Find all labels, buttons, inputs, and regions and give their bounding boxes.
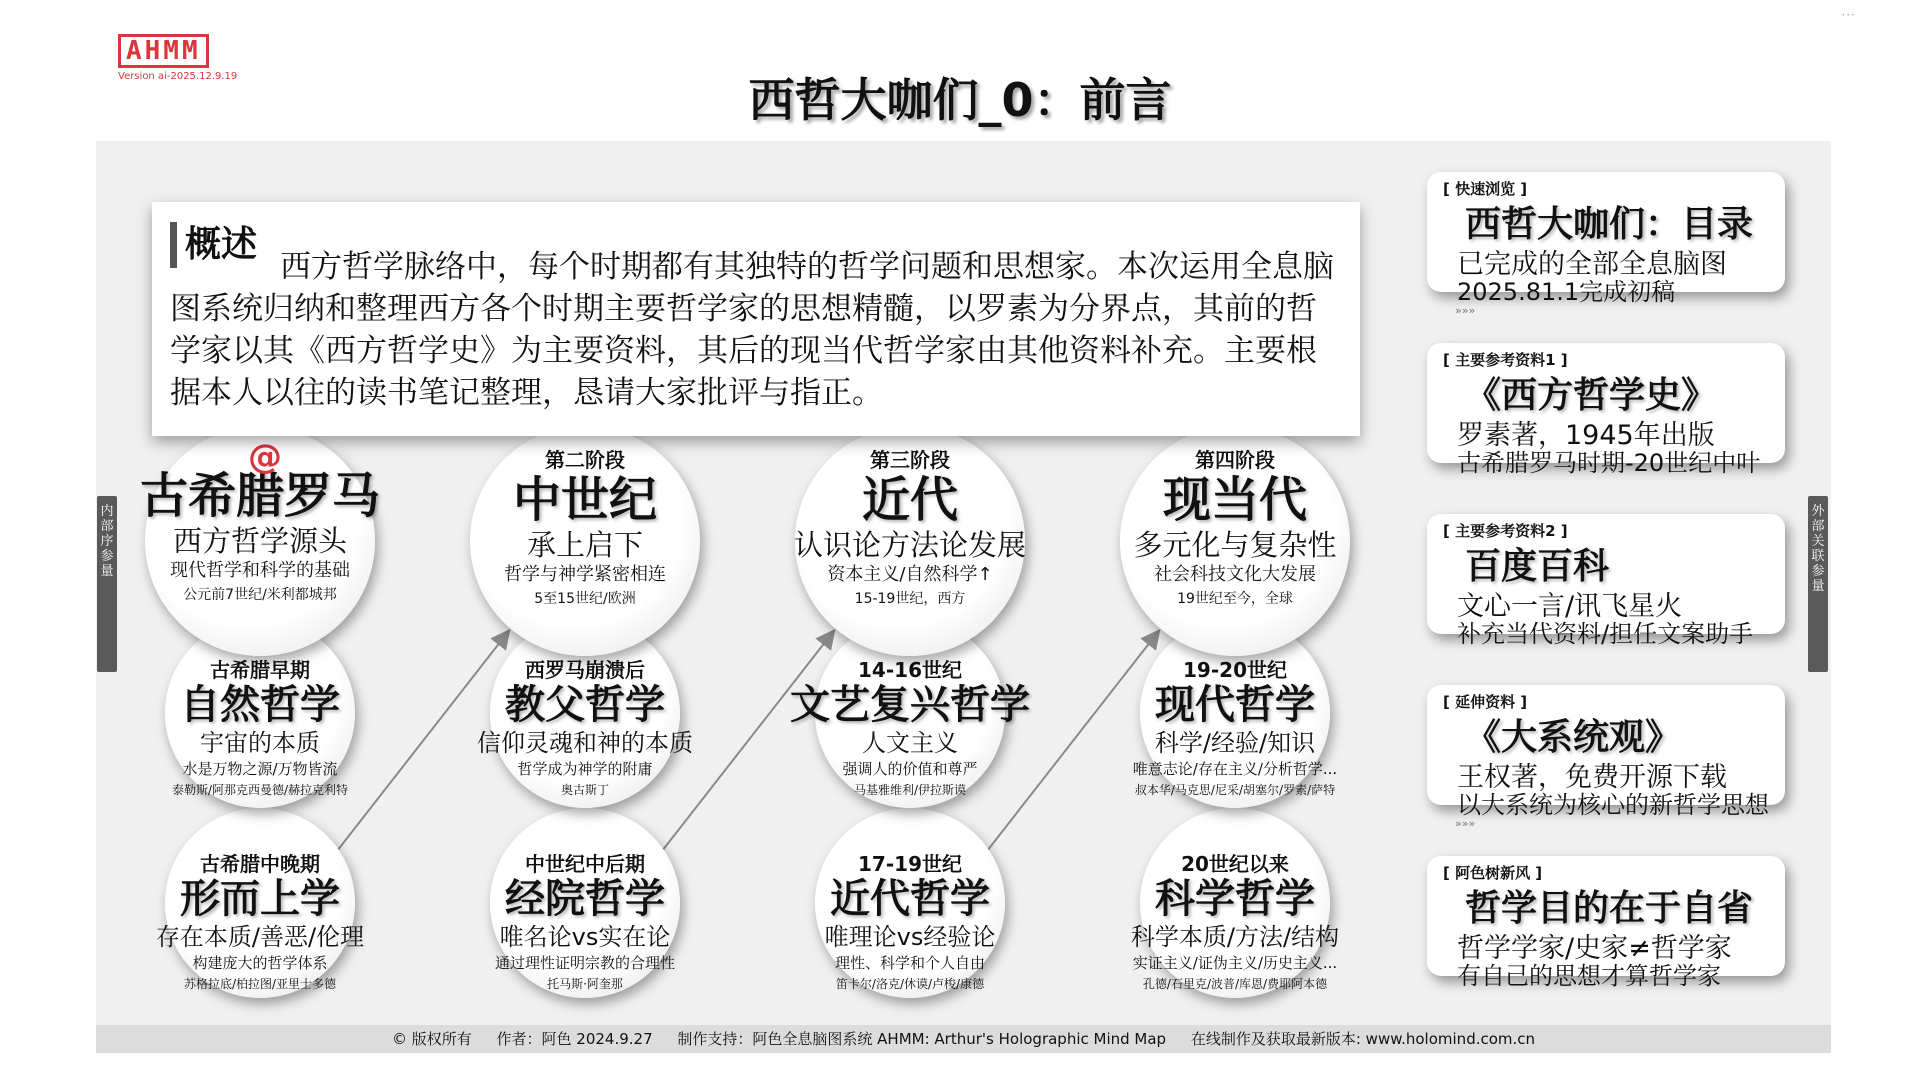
side-tab-internal-label: 内部序参量: [100, 504, 114, 579]
node-description: 实证主义/证伪主义/历史主义...: [1132, 954, 1338, 972]
node-meta: 奥古斯丁: [560, 783, 609, 797]
node-early-modern[interactable]: [795, 426, 1025, 656]
node-meta: 托马斯·阿奎那: [547, 977, 623, 991]
node-modern-contemporary[interactable]: [1120, 426, 1350, 656]
node-meta: 孔德/石里克/波普/库恩/费耶阿本德: [1142, 977, 1328, 991]
card-title: 哲学目的在于自省: [1465, 888, 1754, 929]
card-category: [ 主要参考资料2 ]: [1443, 522, 1568, 540]
node-title: 形而上学: [180, 876, 340, 922]
version-label: Version ai-2025.12.9.19: [118, 71, 238, 82]
card-new-wind[interactable]: [1427, 856, 1785, 990]
card-title: 《西方哲学史》: [1465, 375, 1718, 416]
overview-text: 西方哲学脉络中，每个时期都有其独特的哲学问题和思想家。本次运用全息脑图系统归纳和整理西方各个时期主要哲学家的思想精髓，以罗素为分界点，其前的哲学家以其《西方哲学史》为主要资料，其后的现当代哲学家由其他资料补充。主要根据本人以往的读书笔记整理，恳请大家批评与指正。: [170, 249, 1334, 411]
node-title: 近代: [861, 472, 958, 528]
at-icon[interactable]: @: [248, 437, 282, 477]
node-philosophy-of-science[interactable]: [1130, 808, 1340, 998]
node-stage: 17-19世纪: [858, 852, 962, 876]
page-title: 西哲大咖们_0：前言: [748, 73, 1172, 127]
node-description: 构建庞大的哲学体系: [192, 954, 328, 972]
node-description: 资本主义/自然科学↑: [827, 564, 993, 585]
node-stage: 中世纪中后期: [525, 852, 645, 876]
node-subtitle: 西方哲学源头: [172, 524, 347, 558]
node-scholasticism[interactable]: [490, 808, 680, 998]
card-line2: 补充当代资料/担任文案助手: [1457, 620, 1754, 648]
node-title: 经院哲学: [505, 876, 665, 922]
node-stage: 第四阶段: [1195, 448, 1275, 472]
card-line1: 已完成的全部全息脑图: [1457, 249, 1727, 280]
node-description: 现代哲学和科学的基础: [170, 560, 350, 581]
node-title: 文艺复兴哲学: [790, 682, 1030, 728]
card-title: 西哲大咖们：目录: [1465, 204, 1754, 245]
node-stage: 古希腊中晚期: [200, 852, 320, 876]
card-line2: 古希腊罗马时期-20世纪中叶: [1457, 449, 1761, 477]
footer-support: 制作支持：阿色全息脑图系统 AHMM: Arthur's Holographic Mind Map: [677, 1030, 1167, 1048]
side-tab-external-label: 外部关联参量: [1811, 504, 1825, 594]
node-stage: 西罗马崩溃后: [525, 658, 645, 682]
node-meta: 15-19世纪，西方: [854, 591, 966, 607]
node-meta: 泰勒斯/阿那克西曼德/赫拉克利特: [171, 783, 349, 797]
node-subtitle: 人文主义: [862, 729, 958, 757]
card-title: 《大系统观》: [1465, 717, 1682, 758]
node-subtitle: 认识论方法论发展: [793, 528, 1026, 562]
logo-mark: AHMM: [118, 34, 209, 68]
node-meta: 苏格拉底/柏拉图/亚里士多德: [183, 977, 337, 991]
node-meta: 马基雅维利/伊拉斯谟: [853, 783, 967, 797]
node-stage: 19-20世纪: [1183, 658, 1287, 682]
node-meta: 19世纪至今，全球: [1177, 591, 1293, 607]
card-line2: 有自己的思想才算哲学家: [1457, 962, 1721, 990]
card-line1: 哲学学家/史家≠哲学家: [1457, 933, 1732, 964]
node-description: 水是万物之源/万物皆流: [182, 760, 338, 778]
footer-copyright: © 版权所有: [391, 1030, 472, 1048]
node-subtitle: 信仰灵魂和神的本质: [477, 729, 693, 757]
node-description: 理性、科学和个人自由: [834, 954, 985, 972]
node-middle-ages[interactable]: [470, 426, 700, 656]
node-modern-philosophy[interactable]: [815, 808, 1005, 998]
card-line2: 2025.81.1完成初稿: [1457, 278, 1676, 306]
node-meta: 公元前7世纪/米利都城邦: [183, 587, 337, 603]
node-description: 社会科技文化大发展: [1154, 564, 1316, 585]
node-title: 教父哲学: [505, 682, 665, 728]
node-subtitle: 科学本质/方法/结构: [1130, 923, 1340, 951]
node-subtitle: 承上启下: [526, 528, 643, 562]
node-description: 强调人的价值和尊严: [842, 760, 978, 778]
node-stage: 14-16世纪: [858, 658, 962, 682]
node-description: 唯意志论/存在主义/分析哲学...: [1132, 760, 1338, 778]
node-description: 哲学与神学紧密相连: [504, 564, 666, 585]
node-subtitle: 唯理论vs经验论: [824, 923, 996, 951]
node-metaphysics[interactable]: [155, 808, 365, 998]
node-subtitle: 存在本质/善恶/伦理: [155, 923, 365, 951]
node-stage: 第二阶段: [545, 448, 625, 472]
card-category: [ 主要参考资料1 ]: [1443, 351, 1568, 369]
card-line2: 以大系统为核心的新哲学思想: [1457, 791, 1769, 819]
node-description: 哲学成为神学的附庸: [517, 760, 653, 778]
node-description: 通过理性证明宗教的合理性: [494, 954, 675, 972]
card-line1: 罗素著，1945年出版: [1457, 420, 1715, 451]
card-reference-2[interactable]: [1427, 514, 1785, 648]
node-stage: 古希腊早期: [210, 658, 310, 682]
node-subtitle: 宇宙的本质: [200, 729, 320, 757]
node-title: 近代哲学: [830, 876, 990, 922]
node-title: 中世纪: [512, 472, 657, 528]
card-category: [ 阿色树新风 ]: [1443, 864, 1543, 882]
footer-author: 作者：阿色 2024.9.27: [496, 1030, 653, 1048]
footer-bar: [96, 1025, 1831, 1053]
node-stage: 第三阶段: [870, 448, 950, 472]
footer-online-link[interactable]: 在线制作及获取最新版本: www.holomind.com.cn: [1190, 1030, 1536, 1048]
card-extended-material[interactable]: [1427, 685, 1785, 830]
node-title: 古希腊罗马: [139, 468, 380, 524]
card-reference-1[interactable]: [1427, 343, 1785, 477]
node-subtitle: 科学/经验/知识: [1154, 729, 1316, 757]
node-meta: 5至15世纪/欧洲: [534, 591, 636, 607]
node-subtitle: 唯名论vs实在论: [499, 923, 671, 951]
card-more-indicator[interactable]: »»»: [1455, 304, 1476, 317]
node-title: 现代哲学: [1155, 682, 1315, 728]
node-title: 自然哲学: [180, 682, 340, 728]
card-category: [ 延伸资料 ]: [1443, 693, 1528, 711]
top-right-marks: ···: [1841, 8, 1856, 22]
card-line1: 王权著，免费开源下载: [1457, 762, 1727, 793]
overview-heading: 概述: [170, 222, 257, 268]
node-meta: 笛卡尔/洛克/休谟/卢梭/康德: [835, 977, 985, 991]
card-quick-browse[interactable]: [1427, 172, 1785, 317]
node-title: 科学哲学: [1155, 876, 1315, 922]
node-stage: 20世纪以来: [1181, 852, 1289, 876]
node-meta: 叔本华/马克思/尼采/胡塞尔/罗素/萨特: [1134, 783, 1336, 797]
card-category: [ 快速浏览 ]: [1443, 180, 1528, 198]
overview-panel: [152, 202, 1360, 436]
node-title: 现当代: [1162, 472, 1307, 528]
card-more-indicator[interactable]: »»»: [1455, 817, 1476, 830]
card-line1: 文心一言/讯飞星火: [1457, 591, 1683, 622]
node-subtitle: 多元化与复杂性: [1133, 528, 1337, 562]
card-title: 百度百科: [1465, 546, 1610, 587]
